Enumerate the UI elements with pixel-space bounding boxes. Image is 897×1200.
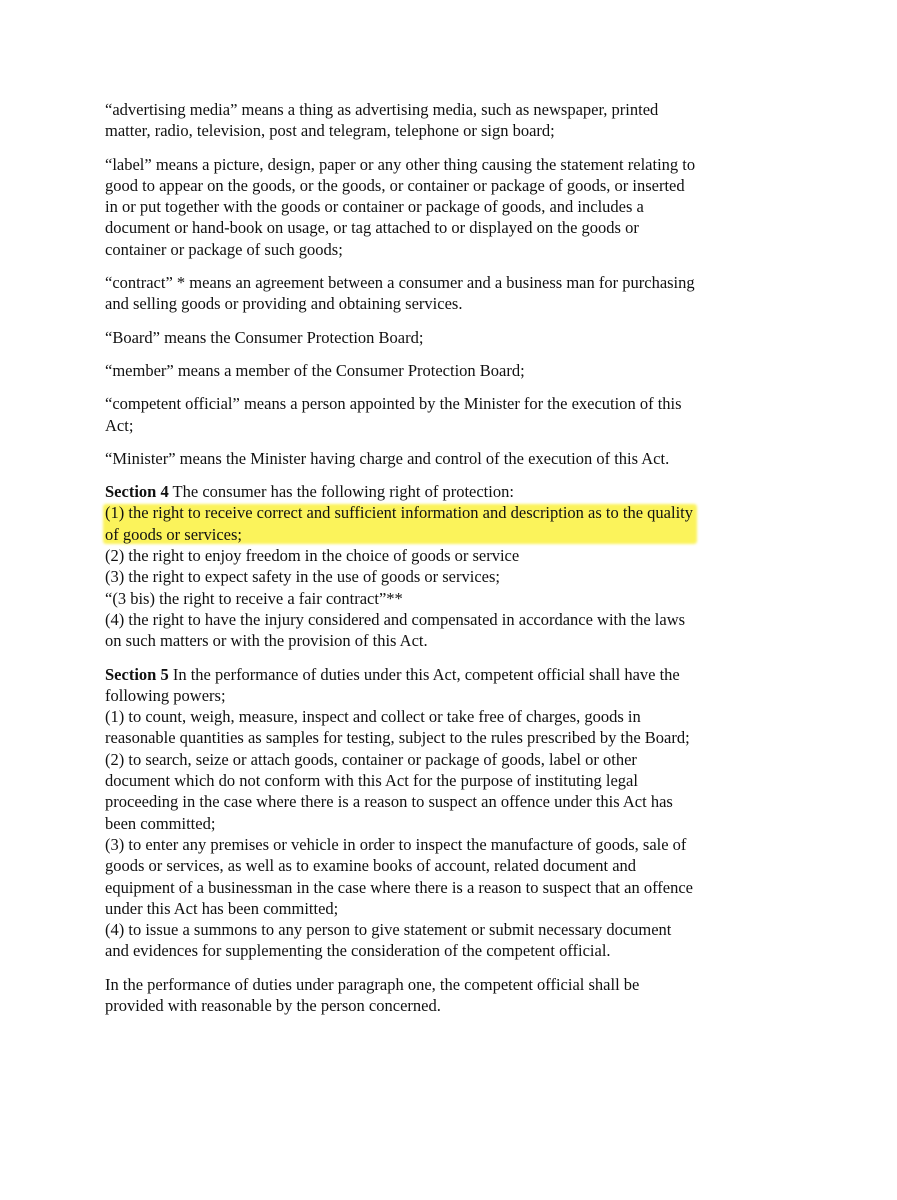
- text-line: in or put together with the goods or container or package of goods, and includes a: [105, 197, 644, 217]
- section-5-intro: In the performance of duties under this Act, competent official shall have the: [168, 664, 680, 684]
- text-line: matter, radio, television, post and telegram, telephone or sign board;: [105, 121, 555, 141]
- text-line: reasonable quantities as samples for testing, subject to the rules prescribed by the Board;: [105, 728, 690, 748]
- text-line: document or hand-book on usage, or tag attached to or displayed on the goods or: [105, 218, 639, 238]
- definition-contract: [105, 272, 785, 315]
- section-5-heading-line: [105, 664, 785, 685]
- text-line: (3) to enter any premises or vehicle in order to inspect the manufacture of goods, sale of: [105, 834, 687, 854]
- text-line: “member” means a member of the Consumer Protection Board;: [105, 360, 525, 380]
- text-line: and evidences for supplementing the consideration of the competent official.: [105, 941, 611, 961]
- section-4: [105, 481, 785, 651]
- text-line: “contract” * means an agreement between a consumer and a business man for purchasing: [105, 273, 695, 293]
- highlighted-passage: [105, 502, 693, 545]
- definition-competent-official: [105, 393, 785, 436]
- text-line: equipment of a businessman in the case where there is a reason to suspect that an offence: [105, 877, 693, 897]
- section-4-heading-line: [105, 481, 785, 502]
- text-line: “advertising media” means a thing as advertising media, such as newspaper, printed: [105, 100, 659, 119]
- text-line: “Board” means the Consumer Protection Board;: [105, 327, 424, 347]
- definition-label: [105, 154, 785, 260]
- section-5-title: Section 5: [105, 664, 169, 684]
- text-line: following powers;: [105, 685, 226, 705]
- text-line: “(3 bis) the right to receive a fair contract”**: [105, 588, 403, 608]
- text-line: document which do not conform with this Act for the purpose of instituting legal: [105, 771, 638, 791]
- text-line: (4) the right to have the injury considered and compensated in accordance with the laws: [105, 609, 686, 629]
- text-line: under this Act has been committed;: [105, 898, 339, 918]
- text-line: (4) to issue a summons to any person to give statement or submit necessary document: [105, 920, 672, 940]
- text-line: been committed;: [105, 813, 216, 833]
- definition-member: [105, 360, 785, 381]
- text-line: Act;: [105, 415, 134, 435]
- text-line: (2) to search, seize or attach goods, container or package of goods, label or other: [105, 749, 637, 769]
- text-line: goods or services, as well as to examine books of account, related document and: [105, 856, 637, 876]
- closing-paragraph: [105, 974, 785, 1017]
- document-page: [105, 99, 785, 1028]
- definition-minister: [105, 448, 785, 469]
- highlighted-line: of goods or services;: [105, 524, 243, 544]
- text-line: good to appear on the goods, or the goods, or container or package of goods, or inserted: [105, 175, 685, 195]
- text-line: proceeding in the case where there is a reason to suspect an offence under this Act has: [105, 792, 673, 812]
- text-line: and selling goods or providing and obtaining services.: [105, 294, 463, 314]
- text-line: (2) the right to enjoy freedom in the choice of goods or service: [105, 546, 520, 566]
- highlighted-line: (1) the right to receive correct and sufficient information and description as to the quality: [105, 503, 693, 523]
- section-5: [105, 664, 785, 962]
- definition-advertising-media: [105, 99, 785, 142]
- text-line: provided with reasonable by the person concerned.: [105, 995, 441, 1015]
- text-line: “label” means a picture, design, paper or any other thing causing the statement relating to: [105, 154, 696, 174]
- text-line: (1) to count, weigh, measure, inspect and collect or take free of charges, goods in: [105, 707, 641, 727]
- text-line: “Minister” means the Minister having charge and control of the execution of this Act.: [105, 448, 670, 468]
- text-line: In the performance of duties under paragraph one, the competent official shall be: [105, 974, 640, 994]
- text-line: container or package of such goods;: [105, 239, 343, 259]
- section-4-title: Section 4: [105, 482, 169, 502]
- text-line: on such matters or with the provision of this Act.: [105, 631, 428, 651]
- definition-board: [105, 327, 785, 348]
- text-line: “competent official” means a person appointed by the Minister for the execution of this: [105, 394, 682, 414]
- text-line: (3) the right to expect safety in the use of goods or services;: [105, 567, 500, 587]
- section-4-intro: The consumer has the following right of protection:: [168, 482, 514, 502]
